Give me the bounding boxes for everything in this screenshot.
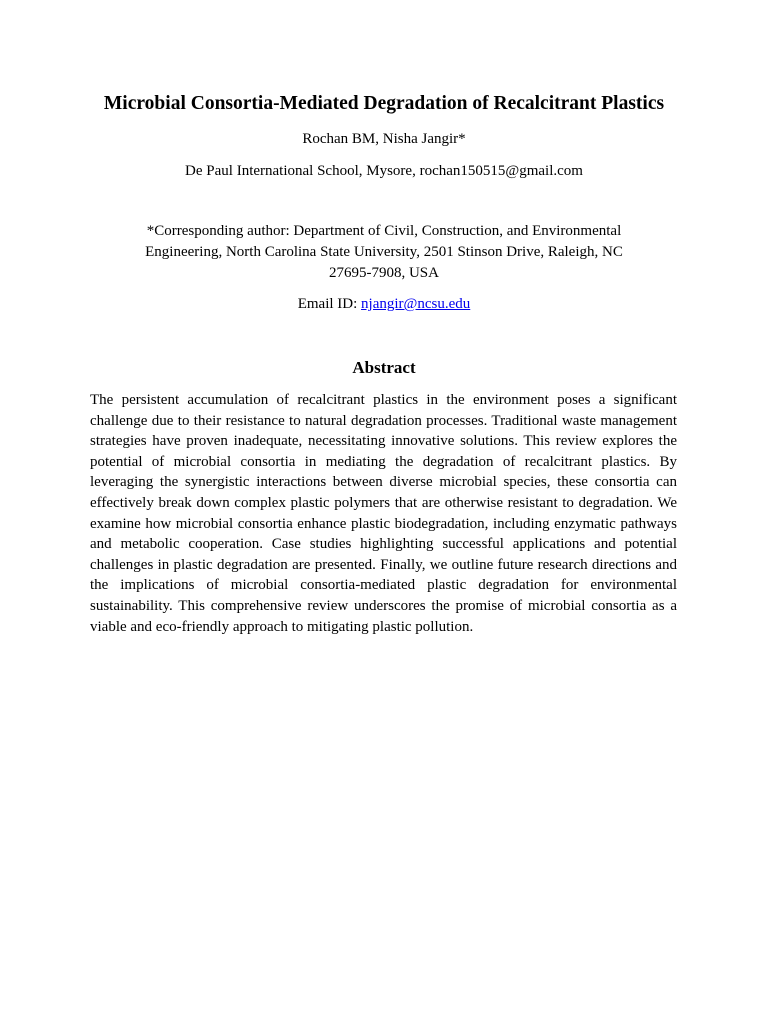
paper-title: Microbial Consortia-Mediated Degradation of Recalcitrant Plastics [103, 93, 665, 114]
abstract-body: The persistent accumulation of recalcitrant plastics in the environment poses a significant challenge due to their resistance to natural degradation processes. Traditional waste management strategies have proven inadequate, necessitating innovative solutions. This review explores the potential of microbial consortia in mediating the degradation of recalcitrant plastics. By leveraging the synergistic interactions between diverse microbial species, these consortia can effectively break down complex plastic polymers that are otherwise resistant to degradation. We examine how microbial consortia enhance plastic biodegradation, including enzymatic pathways and metabolic cooperation. Case studies highlighting successful applications and potential challenges in plastic degradation are presented. Finally, we outline future research directions and the implications of microbial consortia-mediated plastic degradation for environmental sustainability. This comprehensive review underscores the promise of microbial consortia as a viable and eco-friendly approach to mitigating plastic pollution. [90, 392, 677, 635]
author-affiliation: De Paul International School, Mysore, rochan150515@gmail.com [185, 163, 583, 179]
email-line [40, 294, 728, 314]
email-label: Email ID: [297, 296, 362, 312]
author-list: Rochan BM, Nisha Jangir* [302, 131, 466, 147]
abstract-heading: Abstract [352, 358, 416, 377]
email-link[interactable]: njangir@ncsu.edu [361, 296, 471, 312]
corresponding-author-note: *Corresponding author: Department of Civil, Construction, and Environmental Engineering, North Carolina State University, 2501 Stinson Drive, Raleigh, NC 27695-7908, USA [145, 223, 623, 281]
